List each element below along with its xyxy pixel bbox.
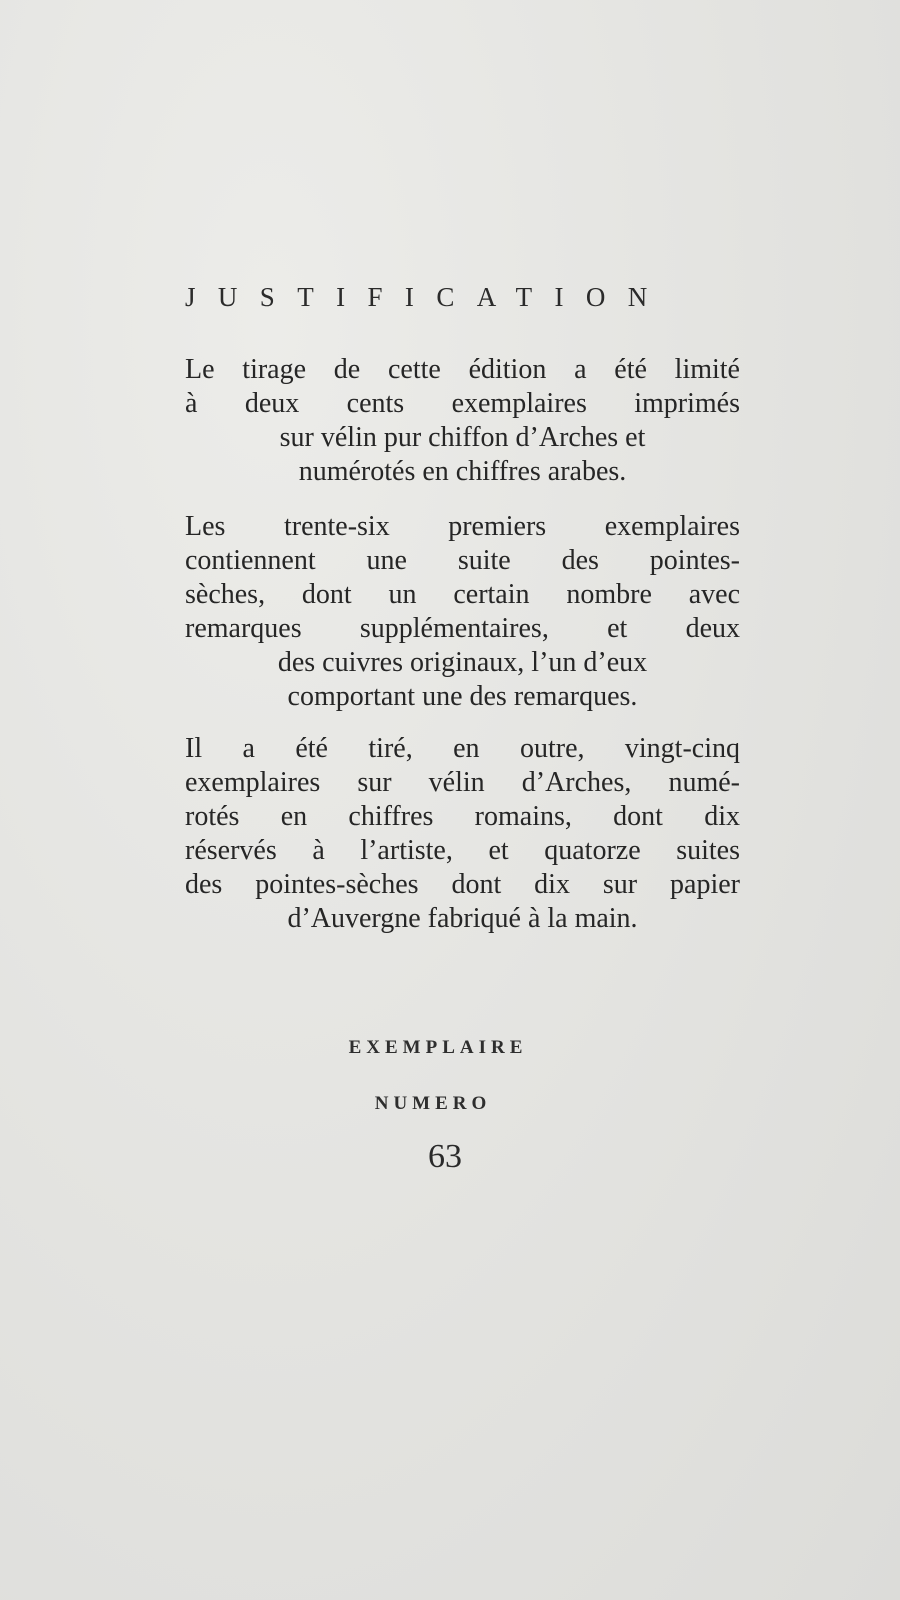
text-line: d’Auvergne fabriqué à la main. xyxy=(287,903,638,934)
page-title: JUSTIFICATION xyxy=(185,282,670,312)
text-line: remarques supplémentaires, et deux xyxy=(185,613,740,644)
numero-label: NUMERO xyxy=(374,1093,492,1114)
text-line: des pointes-sèches dont dix sur papier xyxy=(185,869,740,900)
paragraph-additional-copies xyxy=(185,732,740,936)
text-line: rotés en chiffres romains, dont dix xyxy=(185,801,740,832)
copy-number: 63 xyxy=(428,1138,462,1175)
text-line: Le tirage de cette édition a été limité xyxy=(185,354,740,385)
text-line: Il a été tiré, en outre, vingt-cinq xyxy=(185,733,740,764)
text-line: réservés à l’artiste, et quatorze suites xyxy=(185,835,740,866)
text-line: numérotés en chiffres arabes. xyxy=(298,456,627,487)
text-line: à deux cents exemplaires imprimés xyxy=(185,388,740,419)
text-line: comportant une des remarques. xyxy=(287,681,638,712)
paragraph-print-run xyxy=(185,353,740,489)
text-line: contiennent une suite des pointes- xyxy=(185,545,740,576)
text-line: Les trente-six premiers exemplaires xyxy=(185,511,740,542)
text-line: des cuivres originaux, l’un d’eux xyxy=(277,647,648,678)
text-line: sèches, dont un certain nombre avec xyxy=(185,579,740,610)
text-line: exemplaires sur vélin d’Arches, numé- xyxy=(185,767,740,798)
exemplaire-label: EXEMPLAIRE xyxy=(348,1037,528,1058)
text-line: sur vélin pur chiffon d’Arches et xyxy=(279,422,646,453)
paragraph-first-copies xyxy=(185,510,740,714)
